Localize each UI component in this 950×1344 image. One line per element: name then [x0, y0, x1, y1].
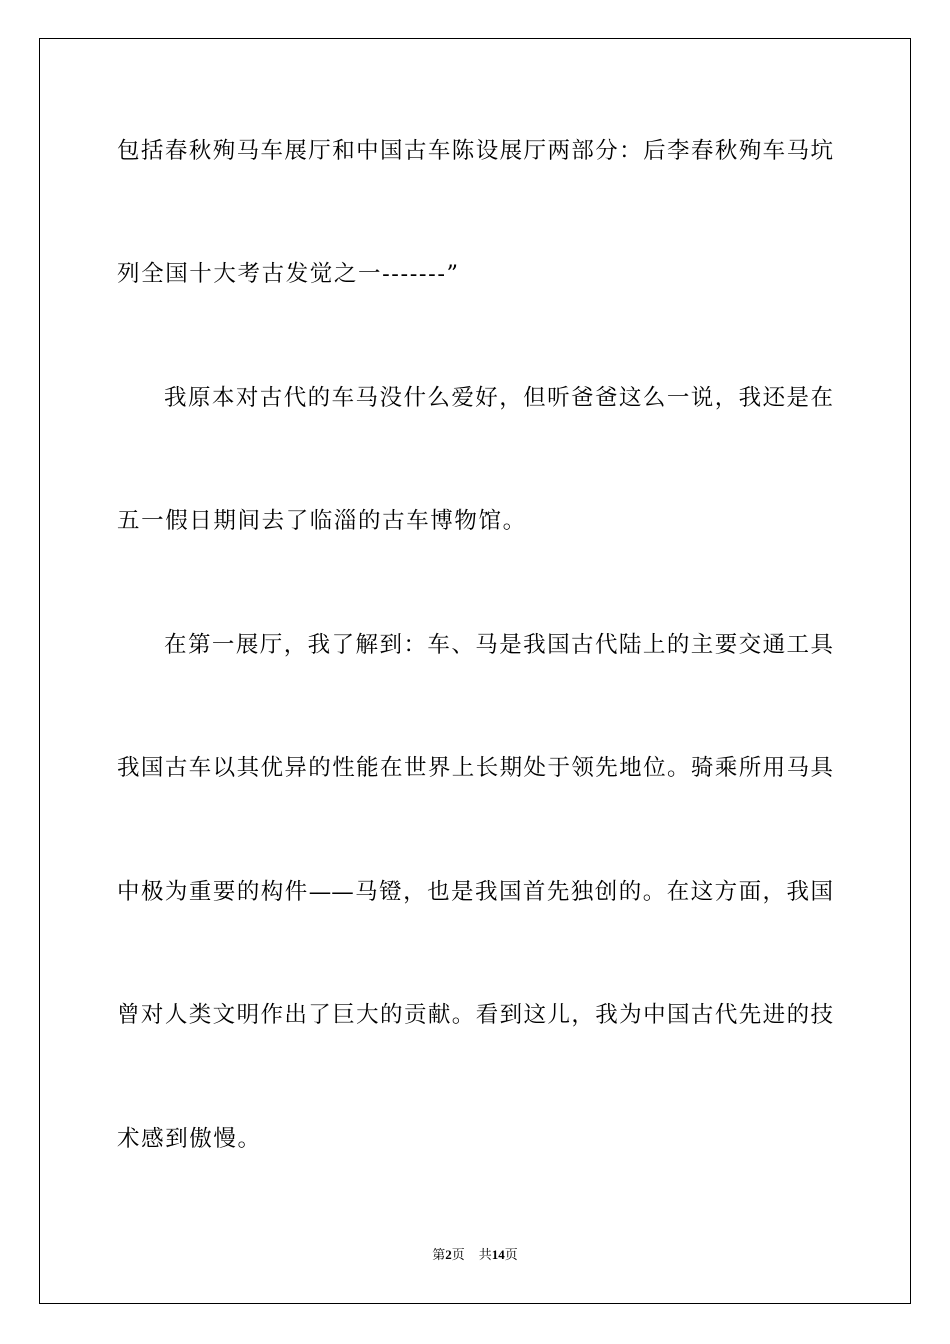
- paragraph-line-1: 包括春秋殉马车展厅和中国古车陈设展厅两部分：后李春秋殉车马坑: [117, 138, 833, 164]
- footer-total-suffix: 页: [504, 1247, 518, 1262]
- paragraph-line-5: 在第一展厅，我了解到：车、马是我国古代陆上的主要交通工具: [164, 632, 833, 658]
- paragraph-line-4: 五一假日期间去了临淄的古车博物馆。: [117, 508, 527, 534]
- footer-page-suffix: 页: [451, 1247, 465, 1262]
- paragraph-line-7: 中极为重要的构件——马镫，也是我国首先独创的。在这方面，我国: [117, 879, 833, 905]
- footer-total-number: 14: [491, 1247, 505, 1262]
- footer-total-prefix: 共: [478, 1247, 492, 1262]
- footer-page-number: 2: [445, 1247, 452, 1262]
- page-border: [39, 38, 911, 1304]
- paragraph-line-9: 术感到傲慢。: [117, 1126, 262, 1152]
- paragraph-line-6: 我国古车以其优异的性能在世界上长期处于领先地位。骑乘所用马具: [117, 755, 833, 781]
- paragraph-line-2: 列全国十大考古发觉之一-------”: [117, 261, 460, 287]
- paragraph-line-3: 我原本对古代的车马没什么爱好，但听爸爸这么一说，我还是在: [164, 385, 833, 411]
- paragraph-line-8: 曾对人类文明作出了巨大的贡献。看到这儿，我为中国古代先进的技: [117, 1002, 833, 1028]
- page-footer: [0, 1246, 950, 1264]
- footer-page-prefix: 第: [432, 1247, 446, 1262]
